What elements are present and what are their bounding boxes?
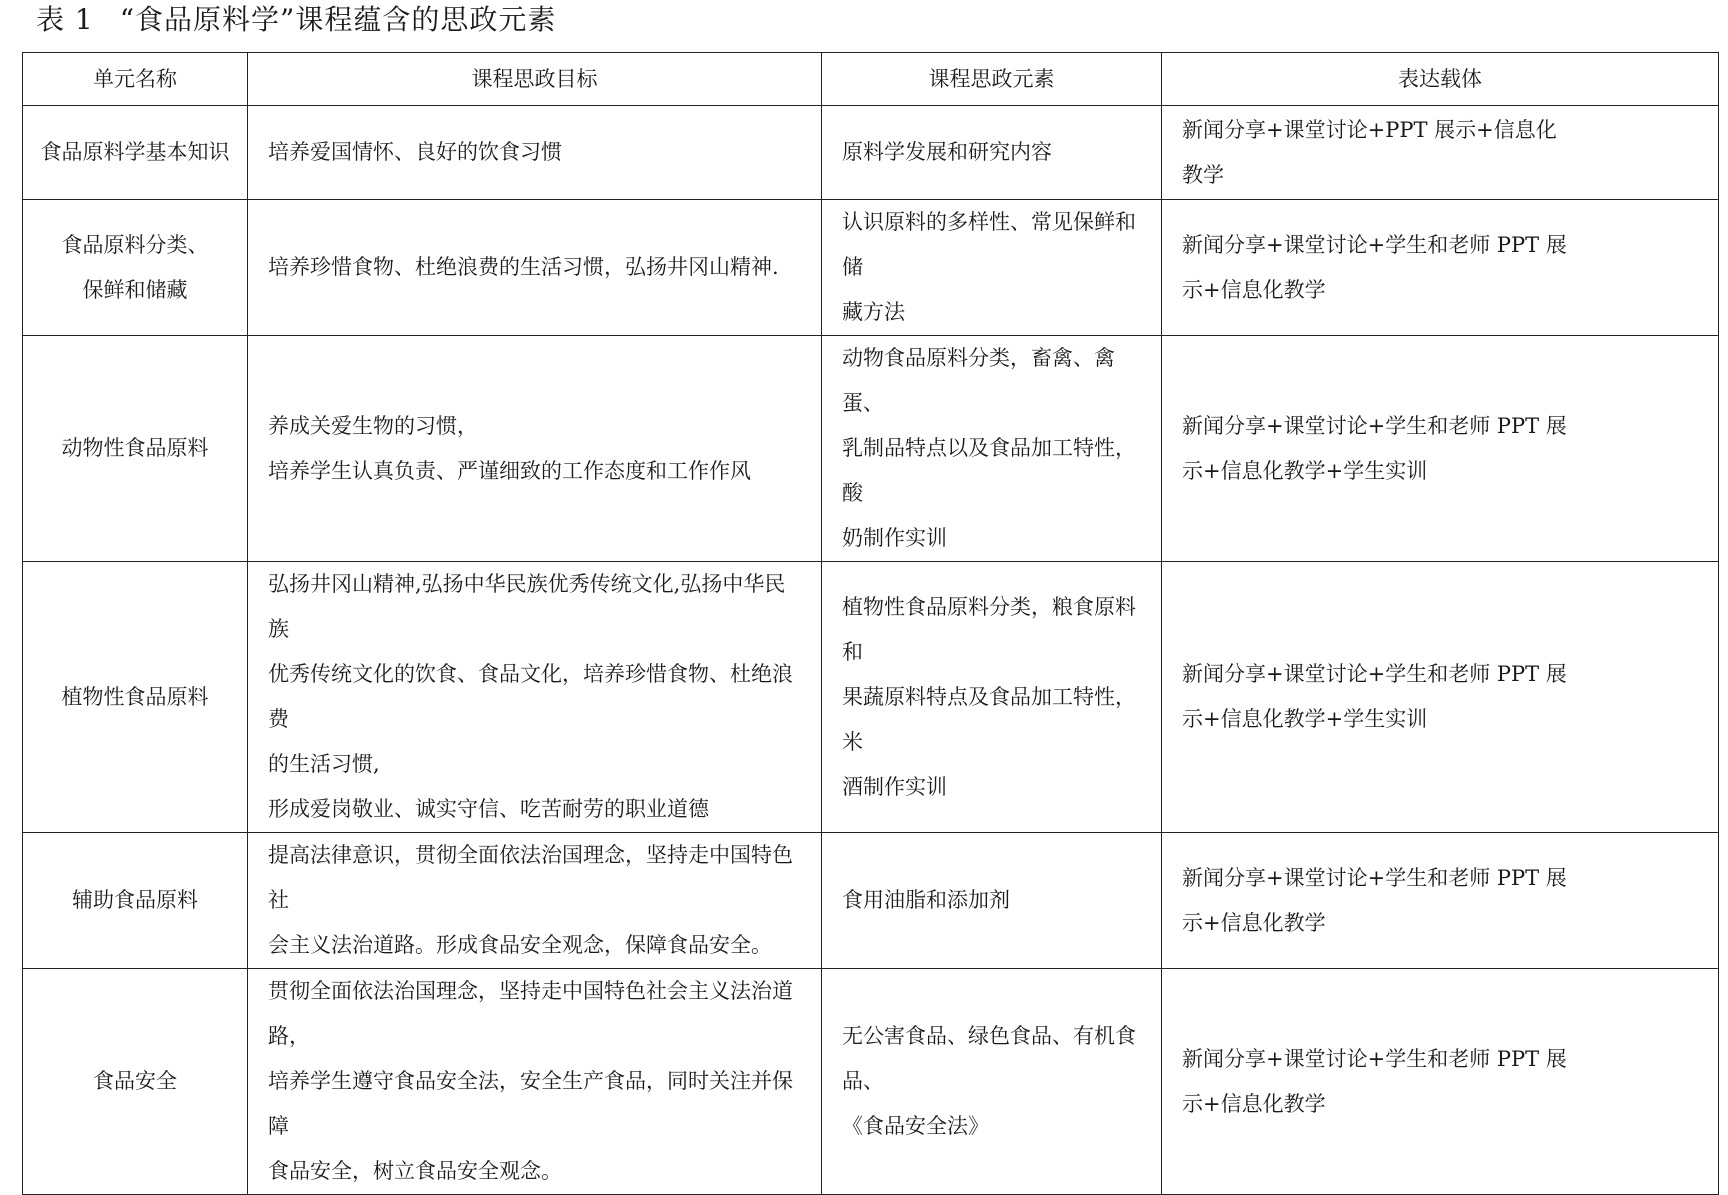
cell-goal [248, 200, 822, 336]
table-row [23, 969, 1719, 1195]
header-element: 课程思政元素 [822, 53, 1162, 106]
cell-line: 新闻分享+课堂讨论+PPT 展示+信息化 [1182, 117, 1557, 142]
cell-line: 新闻分享+课堂讨论+学生和老师 PPT 展 [1182, 865, 1567, 890]
cell-carrier [1162, 200, 1719, 336]
table-row [23, 833, 1719, 969]
header-goal: 课程思政目标 [248, 53, 822, 106]
cell-line: 示+信息化教学 [1182, 277, 1326, 302]
table-body [23, 53, 1719, 1195]
cell-line: 《食品安全法》 [842, 1114, 989, 1138]
cell-element [822, 336, 1162, 562]
cell-line: 培养爱国情怀、良好的饮食习惯 [268, 140, 562, 164]
header-carrier: 表达载体 [1162, 53, 1719, 106]
cell-line: 辅助食品原料 [72, 888, 198, 912]
cell-line: 果蔬原料特点及食品加工特性，米 [842, 684, 1136, 754]
cell-line: 的生活习惯, [268, 752, 380, 776]
cell-line: 保鲜和储藏 [82, 277, 188, 302]
table-header-row [23, 53, 1719, 106]
cell-line: 示+信息化教学+学生实训 [1182, 458, 1428, 483]
cell-line: 植物性食品原料 [61, 684, 209, 709]
cell-line: 原料学发展和研究内容 [842, 140, 1052, 164]
cell-carrier [1162, 106, 1719, 200]
cell-carrier [1162, 562, 1719, 833]
cell-carrier [1162, 336, 1719, 562]
cell-line: 藏方法 [842, 300, 905, 324]
cell-goal [248, 969, 822, 1195]
cell-line: 食品原料学基本知识 [40, 140, 230, 164]
cell-goal [248, 833, 822, 969]
cell-unit [23, 200, 248, 336]
cell-unit [23, 106, 248, 200]
table-caption [36, 0, 556, 40]
cell-line: 动物性食品原料 [61, 436, 209, 460]
cell-line: 培养学生认真负责、严谨细致的工作态度和工作作风 [268, 458, 751, 483]
cell-line: 培养珍惜食物、杜绝浪费的生活习惯，弘扬井冈山精神. [268, 255, 779, 279]
table-row [23, 336, 1719, 562]
cell-line: 植物性食品原料分类，粮食原料和 [842, 594, 1136, 664]
cell-line: 教学 [1182, 162, 1224, 187]
course-table [22, 52, 1719, 1195]
table-row [23, 562, 1719, 833]
cell-unit [23, 562, 248, 833]
header-unit: 单元名称 [23, 53, 248, 106]
cell-line: 无公害食品、绿色食品、有机食品、 [842, 1024, 1136, 1093]
cell-line: 酒制作实训 [842, 774, 947, 799]
cell-line: 认识原料的多样性、常见保鲜和储 [842, 210, 1136, 279]
cell-line: 优秀传统文化的饮食、食品文化，培养珍惜食物、杜绝浪费 [268, 662, 793, 731]
cell-line: 提高法律意识，贯彻全面依法治国理念，坚持走中国特色社 [268, 843, 793, 912]
cell-element [822, 562, 1162, 833]
cell-line: 示+信息化教学+学生实训 [1182, 707, 1428, 731]
cell-line: 食用油脂和添加剂 [842, 888, 1010, 912]
cell-line: 贯彻全面依法治国理念，坚持走中国特色社会主义法治道路， [268, 979, 793, 1048]
cell-goal [248, 336, 822, 562]
cell-line: 食品原料分类、 [61, 232, 209, 257]
cell-unit [23, 833, 248, 969]
cell-line: 示+信息化教学 [1182, 1091, 1326, 1116]
cell-line: 动物食品原料分类，畜禽、禽蛋、 [842, 346, 1115, 415]
cell-element [822, 106, 1162, 200]
cell-line: 培养学生遵守食品安全法，安全生产食品，同时关注并保障 [268, 1069, 793, 1138]
cell-line: 新闻分享+课堂讨论+学生和老师 PPT 展 [1182, 232, 1567, 257]
cell-line: 养成关爱生物的习惯， [268, 413, 478, 438]
cell-element [822, 969, 1162, 1195]
cell-unit [23, 336, 248, 562]
cell-line: 弘扬井冈山精神,弘扬中华民族优秀传统文化,弘扬中华民族 [268, 572, 786, 641]
cell-goal [248, 106, 822, 200]
cell-element [822, 833, 1162, 969]
table-row [23, 200, 1719, 336]
cell-line: 会主义法治道路。形成食品安全观念，保障食品安全。 [268, 933, 772, 957]
cell-carrier [1162, 969, 1719, 1195]
cell-line: 奶制作实训 [842, 526, 947, 550]
cell-line: 新闻分享+课堂讨论+学生和老师 PPT 展 [1182, 662, 1567, 686]
cell-line: 食品安全，树立食品安全观念。 [268, 1159, 562, 1183]
cell-unit [23, 969, 248, 1195]
cell-goal [248, 562, 822, 833]
cell-line: 食品安全 [93, 1069, 177, 1093]
table-number: 表 1 [36, 3, 94, 36]
cell-line: 新闻分享+课堂讨论+学生和老师 PPT 展 [1182, 1046, 1567, 1071]
table-row [23, 106, 1719, 200]
cell-carrier [1162, 833, 1719, 969]
cell-line: 新闻分享+课堂讨论+学生和老师 PPT 展 [1182, 413, 1567, 438]
cell-element [822, 200, 1162, 336]
cell-line: 乳制品特点以及食品加工特性，酸 [842, 436, 1136, 505]
table-title: “食品原料学”课程蕴含的思政元素 [119, 3, 557, 36]
cell-line: 示+信息化教学 [1182, 910, 1326, 935]
cell-line: 形成爱岗敬业、诚实守信、吃苦耐劳的职业道德 [268, 797, 709, 821]
